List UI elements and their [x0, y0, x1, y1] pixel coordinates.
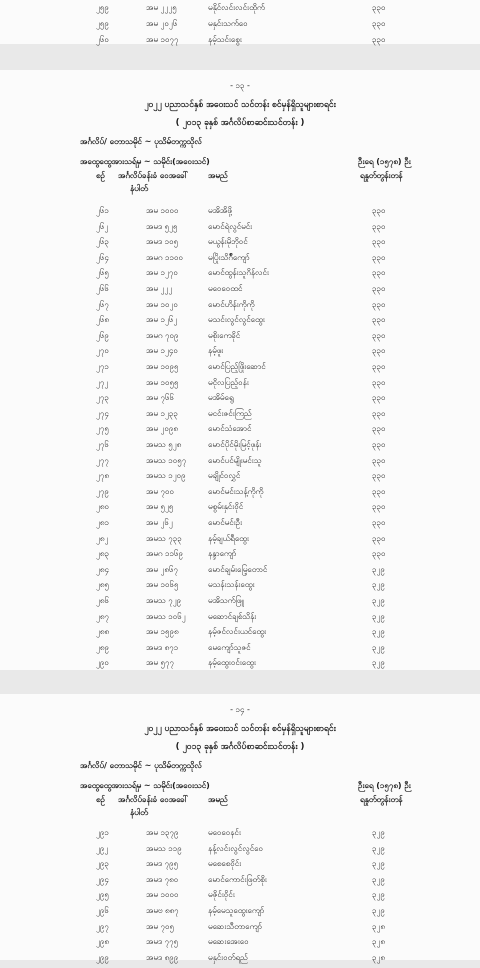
roll-number: အမဒ ၈၇၁: [146, 642, 179, 652]
score: ၃၂၉: [372, 642, 385, 652]
student-name: မဆေးအေးဝေ: [208, 937, 249, 947]
roll-number: အမဒ ၁၀၅: [146, 237, 179, 247]
row-number: ၂၆၁: [96, 206, 109, 215]
score: ၃၃၀: [372, 377, 386, 387]
student-name: မောင်ပိုင်မိုးမြင့်ဖုန်း: [208, 440, 262, 449]
roll-number: အမဒ ၇၉၅: [146, 859, 179, 869]
row-number: ၂၈၂: [96, 533, 109, 543]
roll-number: အမသ ၁၀၅၇: [146, 455, 187, 465]
row-number: ၂၈၇: [96, 611, 109, 621]
score: ၃၂၉: [372, 627, 385, 637]
student-name: မောင်ရဲလွင်မင်း: [208, 221, 253, 231]
score: ၃၃၀: [372, 299, 386, 309]
roll-number: အမဒ ၇၇၅: [146, 937, 179, 947]
table-row: [0, 947, 480, 968]
department-line: အင်္ဂလိပ်/ တောသမိုင် ~ ပုသိမ်တက္ကသိုလ်: [80, 137, 202, 146]
student-name: နန္ဒာကျော်: [208, 549, 237, 559]
student-name: မငိုလပြည့်ဝန်း: [208, 377, 249, 387]
student-name: မောင်မင်းသန့်ကိုကို: [208, 486, 264, 496]
score: ၃၃၀: [372, 221, 386, 231]
score: ၃၃၀: [372, 549, 386, 559]
score: ၃၂၉: [372, 580, 385, 590]
roll-number: အမ ၁၂၄၀: [146, 346, 178, 356]
student-name: နမ့်ချယ်ရီထွေး: [208, 533, 249, 543]
col-header-mark: ရနှုတ်တွန်းတန်: [360, 171, 403, 180]
row-number: ၂၇၂: [96, 377, 109, 387]
row-number: ၂၉၅: [96, 890, 109, 900]
score: ၃၃၀: [372, 440, 386, 449]
score: ၃၃၀: [372, 237, 386, 247]
score: ၃၃၀: [372, 284, 386, 293]
col-header-roll-2: နံပါတ်: [130, 184, 148, 193]
student-name: မောင်သံအောင်: [208, 424, 252, 434]
col-header-roll: အင်္ဂလိပ်ခန်းခံ ဝေအခေါ်: [118, 795, 189, 804]
student-name: မစိုးကေခိုင်: [208, 330, 241, 340]
student-name: မဆေးသီတာကျော်: [208, 921, 262, 931]
score: ၃၂၈: [372, 952, 385, 962]
row-number: ၂၈၁: [96, 518, 109, 527]
roll-number: အမ ၁၀၀၀: [146, 206, 179, 215]
score: ၃၂၉: [372, 890, 385, 900]
row-number: ၂၆၈: [96, 315, 109, 325]
student-name: နမ့်သင်းစွေး: [208, 35, 242, 44]
student-name: မသန်းသန်းထွေး: [208, 580, 255, 590]
score: ၃၃၀: [372, 35, 386, 44]
roll-number: အမ ၁၀၇၇: [146, 35, 179, 44]
score: ၃၃၀: [372, 455, 386, 465]
score: ၃၃၀: [372, 486, 386, 496]
roll-number: အမ ၁၂၆၂: [146, 315, 178, 325]
score: ၃၃၀: [372, 252, 386, 262]
score: ၃၃၀: [372, 393, 386, 403]
student-name: မအိအိဖို့: [208, 206, 232, 215]
row-number: ၂၈၉: [96, 642, 109, 652]
col-header-no: စဉ်: [96, 795, 105, 804]
col-header-roll: အင်္ဂလိပ်ခန်းခံ ဝေအခေါ်: [118, 171, 189, 180]
page-number: - ၁၃ -: [230, 81, 250, 90]
page-13: [0, 70, 480, 670]
row-number: ၂၉၀: [96, 658, 109, 668]
row-number: ၂၈၀: [96, 502, 109, 512]
score: ၃၃၀: [372, 518, 386, 527]
score: ၃၃၀: [372, 346, 386, 356]
student-name: နမ့်ဇင်လင်းယင်ထွေး: [208, 627, 267, 637]
score: ၃၃၀: [372, 19, 386, 28]
row-number: ၂၉၂: [96, 843, 109, 853]
student-name: မောင်ပြည့်ဖြိုးဆောင်: [208, 362, 266, 371]
group-line: အထွေထွေအားသရ်မှ ~ သမိုင်း(အဝေးသင်): [80, 781, 210, 790]
score: ၃၂၈: [372, 921, 385, 931]
roll-number: အမ ၁၀၂၀: [146, 299, 178, 309]
student-name: မအိမ်ရွေ: [208, 393, 234, 403]
row-number: ၂၆၄: [96, 252, 109, 262]
student-name: မောင်ထွန်းသူဂိန်လင်း: [208, 268, 269, 278]
row-number: ၂၆၆: [96, 284, 109, 293]
score: ၃၃၀: [372, 3, 386, 12]
student-name: မစေစေဝိုင်း: [208, 859, 242, 869]
student-name: မပြိုးသိဂ်ိဳကျော်: [208, 252, 250, 262]
roll-number: အမဗ ၈၈၇: [146, 906, 179, 915]
row-number: ၂၆၂: [96, 221, 109, 231]
roll-number: အမ ၁၀၆၅: [146, 580, 179, 590]
group-line: အထွေထွေအားသရ်မှ ~ သမိုင်း(အဝေးသင်): [80, 157, 210, 166]
roll-number: အမ ၁၂၃၃: [146, 408, 178, 418]
score: ၃၃၀: [372, 268, 386, 278]
student-name: မဇိုင်းဝိုင်း: [208, 890, 235, 900]
score: ၃၂၉: [372, 611, 385, 621]
table-row: [0, 29, 480, 50]
score: ၃၂၉: [372, 859, 385, 869]
roll-number: အမ ၇၆၆: [146, 393, 174, 403]
document-title: ၂၀၂၂ ပညာသင်နှစ် အဝေးသင် သင်တန်း စင်မှန်ရှိသူများစာရင်း: [144, 724, 336, 734]
col-header-mark: ရနှုတ်တွန်းတန်: [360, 795, 403, 804]
col-header-no: စဉ်: [96, 171, 105, 180]
row-number: ၂၅၉: [96, 19, 109, 28]
roll-number: အမ ၁၀၀၀: [146, 890, 179, 900]
student-name: မောင်ပင်မျိုးမင်းသူ: [208, 455, 262, 465]
student-name: နမ့်ဖူး: [208, 346, 224, 356]
row-number: ၂၇၄: [96, 408, 109, 418]
row-number: ၂၉၆: [96, 906, 109, 915]
score: ၃၂၉: [372, 596, 385, 605]
roll-number: အမ ၂၀၂၆: [146, 19, 178, 28]
score: ၃၃၀: [372, 471, 386, 481]
roll-number: အမဂ ၁၁၆၉: [146, 549, 184, 559]
row-number: ၂၉၄: [96, 874, 109, 884]
roll-number: အမ ၇၀၅: [146, 921, 174, 931]
row-number: ၂၆၃: [96, 237, 109, 247]
row-number: ၂၆၅: [96, 268, 109, 278]
roll-number: အမ ၂၆၂: [146, 518, 173, 527]
score: ၃၃၀: [372, 424, 386, 434]
student-name: မောင်ကောင်းဖြတ်စိုး: [208, 874, 267, 884]
student-name: မနှင်းသက်ဝေ: [208, 19, 248, 28]
roll-number: အမသ ၁၂၀၉: [146, 471, 186, 481]
student-name: မနိုင်လင်းလင်းထိုက်: [208, 3, 265, 12]
total-count: ဉီးရေ (၁၅၇၈) ဉီး: [358, 781, 411, 790]
department-line: အင်္ဂလိပ်/ တောသမိုင် ~ ပုသိမ်တက္ကသိုလ်: [80, 761, 202, 770]
row-number: ၂၇၀: [96, 346, 109, 356]
student-name: မောင်ဟိန်းကိုကို: [208, 299, 255, 309]
score: ၃၂၉: [372, 828, 385, 837]
row-number: ၂၇၇: [96, 455, 109, 465]
row-number: ၂၇၉: [96, 486, 109, 496]
row-number: ၂၆၇: [96, 299, 109, 309]
student-name: နန့်လင်းလွင်လွင်ဝေ: [208, 843, 263, 853]
row-number: ၂၉၃: [96, 859, 109, 869]
roll-number: အမဒ ၇၈၀: [146, 874, 179, 884]
col-header-roll-2: နံပါတ်: [130, 808, 148, 817]
roll-number: အမသ ၇၃၃: [146, 533, 182, 543]
score: ၃၃၀: [372, 533, 386, 543]
row-number: ၂၈၃: [96, 549, 109, 559]
roll-number: အမ ၂၀၉၈: [146, 424, 178, 434]
roll-number: အမ ၅၇၇: [146, 658, 174, 668]
row-number: ၂၉၉: [96, 952, 109, 962]
roll-number: အမသ ၁၁၉: [146, 843, 182, 853]
student-name: နမ့်ထွေးဝင်းထွေး: [208, 658, 256, 668]
student-name: မအိသက်ဖြူ: [208, 596, 244, 605]
score: ၃၃၀: [372, 362, 386, 371]
roll-number: အမ ၅၂၅: [146, 502, 174, 512]
score: ၃၃၀: [372, 408, 386, 418]
score: ၃၂၉: [372, 843, 385, 853]
score: ၃၂၉: [372, 874, 385, 884]
row-number: ၂၇၅: [96, 424, 109, 434]
roll-number: အမ ၁၂၇၀: [146, 268, 178, 278]
row-number: ၂၉၁: [96, 828, 109, 837]
row-number: ၂၈၈: [96, 627, 110, 637]
student-name: မောင်မင်းဦး: [208, 518, 243, 527]
row-number: ၂၉၈: [96, 937, 109, 947]
roll-number: အမ ၂၂၂၅: [146, 3, 177, 12]
roll-number: အမဂ ၁၁၀၀: [146, 252, 184, 262]
row-number: ၂၇၃: [96, 393, 109, 403]
table-row: [0, 652, 480, 673]
student-name: မငင်းဇင်းကြည်: [208, 408, 252, 418]
col-header-name: အမည်: [208, 171, 228, 180]
student-name: မဝေဝေနင်း: [208, 828, 241, 837]
student-name: နမ့်မေသူထွေးကျော်: [208, 906, 265, 915]
student-name: မေကျော်သူဇင်: [208, 642, 251, 652]
student-name: မနှင်းဝတ်ရည်: [208, 952, 248, 962]
roll-number: အမ ၂၈၆၇: [146, 564, 178, 574]
roll-number: အမဒ ၅၂၅: [146, 221, 178, 231]
page-14: [0, 694, 480, 960]
roll-number: အမ ၇၀၀: [146, 486, 174, 496]
roll-number: အမ ၂၂၂: [146, 284, 173, 293]
row-number: ၂၆၉: [96, 330, 109, 340]
row-number: ၂၇၈: [96, 471, 109, 481]
score: ၃၃၀: [372, 330, 386, 340]
score: ၃၃၀: [372, 502, 386, 512]
row-number: ၂၈၄: [96, 564, 109, 574]
roll-number: အမသ ၁၀၆၂: [146, 611, 186, 621]
page-fragment-top: [0, 0, 480, 44]
roll-number: အမဂ ၇၀၉: [146, 330, 179, 340]
score: ၃၂၉: [372, 906, 385, 915]
row-number: ၂၅၉: [96, 3, 109, 12]
student-name: မယွန်းမိုဘိုဝင်: [208, 237, 248, 247]
col-header-name: အမည်: [208, 795, 228, 804]
student-name: မဝေဝေထင်: [208, 284, 243, 293]
roll-number: အမ ၁၅၉၈: [146, 627, 179, 637]
row-number: ၂၇၁: [96, 362, 109, 371]
score: ၃၃၀: [372, 315, 386, 325]
roll-number: အမသ ၇၂၉: [146, 596, 182, 605]
row-number: ၂၉၇: [96, 921, 109, 931]
total-count: ဉီးရေ (၁၅၇၈) ဉီး: [358, 157, 411, 166]
page-number: - ၁၄ -: [230, 705, 250, 714]
student-name: မဆောင်ချစ်သိန်း: [208, 611, 257, 621]
document-subtitle: ( ၂၀၁၃ ခုနှစ် အင်္ဂလိပ်စာဆင်းသင်တန်း ): [175, 118, 305, 128]
document-subtitle: ( ၂၀၁၃ ခုနှစ် အင်္ဂလိပ်စာဆင်းသင်တန်း ): [175, 742, 305, 752]
roll-number: အမဒ ၈၉၉: [146, 952, 179, 962]
row-number: ၂၈၆: [96, 596, 109, 605]
roll-number: အမသ ၅၂၈: [146, 440, 182, 449]
score: ၃၂၉: [372, 564, 385, 574]
student-name: မသင်းလွင်လွင်ထွေး: [208, 315, 265, 325]
score: ၃၃၀: [372, 206, 386, 215]
row-number: ၂၇၆: [96, 440, 109, 449]
student-name: မောင်ချမ်းမြေ့တောင်: [208, 564, 268, 574]
score: ၃၂၉: [372, 658, 385, 668]
student-name: မချိုင်ဝလွှင်: [208, 471, 241, 481]
row-number: ၂၆၀: [96, 35, 109, 44]
roll-number: အမ ၁၃၇၉: [146, 828, 179, 837]
roll-number: အမ ၁၀၅၅: [146, 377, 179, 387]
student-name: မစွမ်းနှင်းဝိုင်: [208, 502, 244, 512]
score: ၃၂၈: [372, 937, 385, 947]
roll-number: အမ ၁၀၉၅: [146, 362, 179, 371]
document-title: ၂၀၂၂ ပညာသင်နှစ် အဝေးသင် သင်တန်း စင်မှန်ရှိသူများစာရင်း: [144, 100, 336, 110]
row-number: ၂၈၅: [96, 580, 109, 590]
